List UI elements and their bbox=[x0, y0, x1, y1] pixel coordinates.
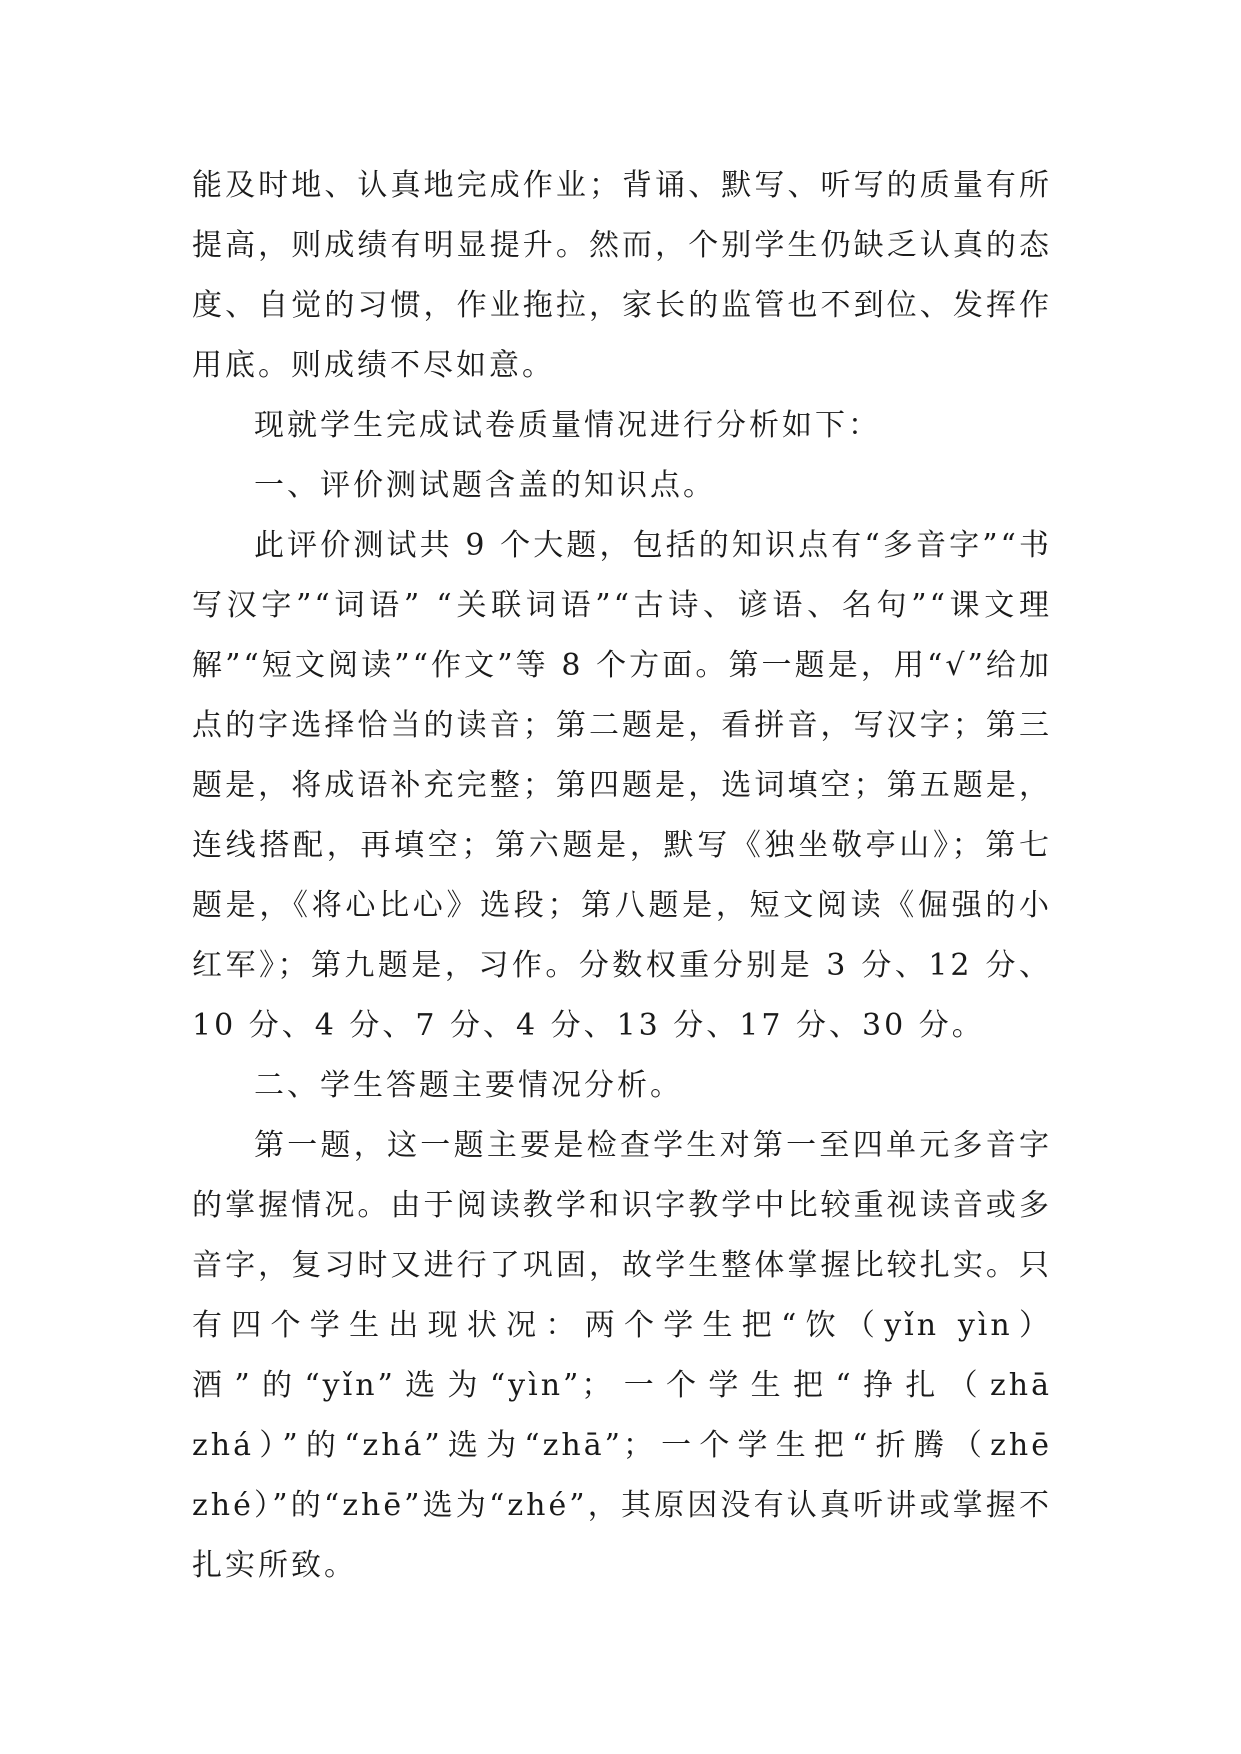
paragraph-question-one: 第一题，这一题主要是检查学生对第一至四单元多音字的掌握情况。由于阅读教学和识字教学中比较重视读音或多音字，复习时又进行了巩固，故学生整体掌握比较扎实。只有四个学生出现状况：两个学生把“饮（yǐn yìn）酒”的“yǐn”选为“yìn”；一个学生把“挣扎（zhā zhá）”的“zhá”选为“zhā”；一个学生把“折腾（zhē zhé）”的“zhē”选为“zhé”，其原因没有认真听讲或掌握不扎实所致。 bbox=[192, 1128, 1052, 1583]
paragraph-continuation: 能及时地、认真地完成作业；背诵、默写、听写的质量有所提高，则成绩有明显提升。然而，个别学生仍缺乏认真的态度、自觉的习惯，作业拖拉，家长的监管也不到位、发挥作用底。则成绩不尽如意。 bbox=[192, 168, 1052, 383]
paragraph-intro-analysis: 现就学生完成试卷质量情况进行分析如下： bbox=[254, 408, 881, 443]
section-heading-answer-analysis: 二、学生答题主要情况分析。 bbox=[254, 1068, 683, 1103]
paragraph-test-structure: 此评价测试共 9 个大题，包括的知识点有“多音字”“书写汉字”“词语” “关联词语”“古诗、谚语、名句”“课文理解”“短文阅读”“作文”等 8 个方面。第一题是，用“√”给加点的字选择恰当的读音；第二题是，看拼音，写汉字；第三题是，将成语补充完整；第四题是，选词填空；第五题是，连线搭配，再填空；第六题是，默写《独坐敬亭山》；第七题是，《将心比心》选段；第八题是，短文阅读《倔强的小红军》；第九题是，习作。分数权重分别是 3 分、12 分、10 分、4 分、7 分、4 分、13 分、17 分、30 分。 bbox=[192, 528, 1052, 1043]
document-body bbox=[192, 156, 1052, 1596]
section-heading-knowledge-points: 一、评价测试题含盖的知识点。 bbox=[254, 468, 716, 503]
